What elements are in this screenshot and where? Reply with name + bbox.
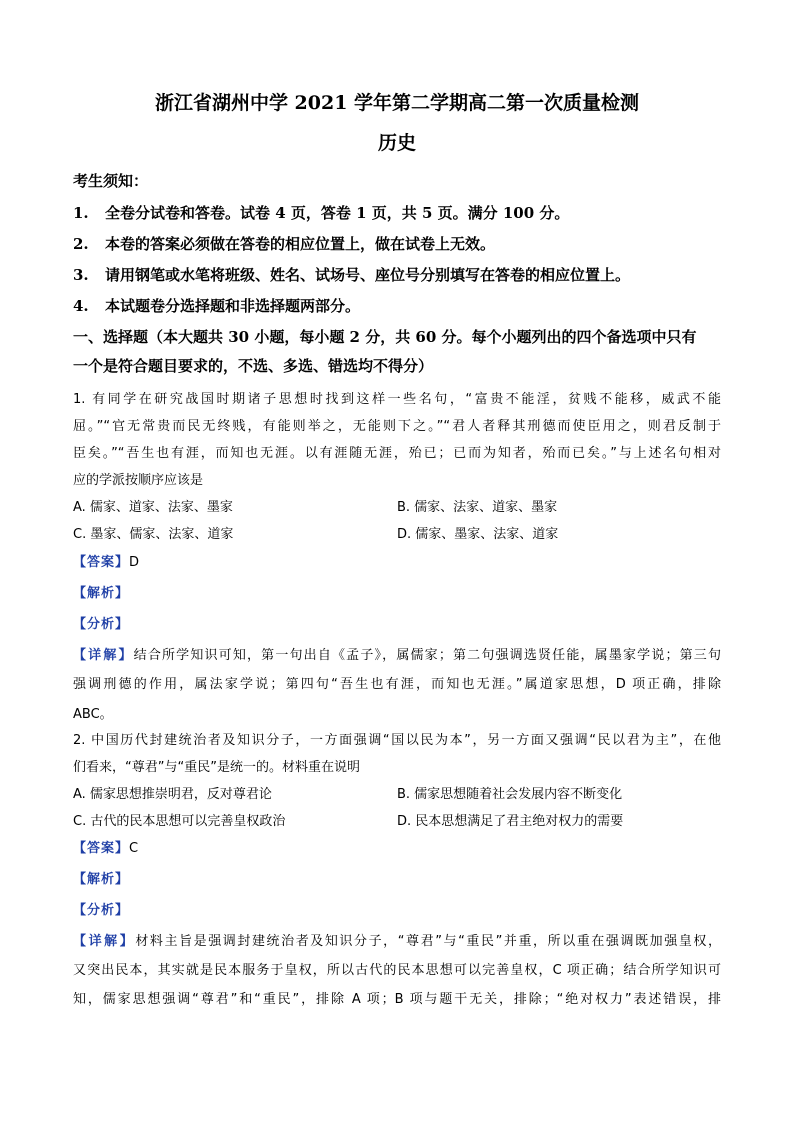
question-1-detail-line: 强调刑德的作用，属法家学说；第四句“吾生也有涯，而知也无涯。”属道家思想，D 项正确，排除 bbox=[73, 677, 721, 692]
question-2-detail-line: 知，儒家思想强调“尊君”和“重民”，排除 A 项；B 项与题干无关，排除；“绝对权力”表述错误，排 bbox=[73, 992, 721, 1007]
section-heading-line2: 一个是符合题目要求的，不选、多选、错选均不得分） bbox=[73, 357, 434, 375]
notice-item-text: 全卷分试卷和答卷。试卷 4 页，答卷 1 页，共 5 页。满分 100 分。 bbox=[105, 204, 570, 222]
question-1-option-c: C. 墨家、儒家、法家、道家 bbox=[73, 527, 234, 542]
notice-item bbox=[73, 233, 495, 254]
section-heading-line1: 一、选择题（本大题共 30 小题，每小题 2 分，共 60 分。每个小题列出的四个备选项中只有 bbox=[73, 328, 697, 346]
question-1-stem-line: 屈。”“官无常贵而民无终贱，有能则举之，无能则下之。”“君人者释其刑德而使臣用之，则君反制于 bbox=[73, 419, 721, 434]
notice-item bbox=[73, 202, 569, 223]
question-1-stem-line: 应的学派按顺序应该是 bbox=[73, 473, 204, 488]
question-1-fenxi-label: 【分析】 bbox=[73, 617, 130, 632]
question-2-option-a: A. 儒家思想推崇明君，反对尊君论 bbox=[73, 787, 272, 802]
question-1-option-d: D. 儒家、墨家、法家、道家 bbox=[397, 527, 559, 542]
question-1-detail-line bbox=[73, 644, 721, 663]
question-1-answer bbox=[73, 551, 139, 570]
notice-item-number: 4. bbox=[73, 297, 89, 315]
question-2-option-b: B. 儒家思想随着社会发展内容不断变化 bbox=[397, 787, 623, 802]
answer-value: D bbox=[129, 555, 140, 570]
question-2-detail-line: 又突出民本，其实就是民本服务于皇权，所以古代的民本思想可以完善皇权，C 项正确；结合所学知识可 bbox=[73, 963, 721, 978]
question-2-detail-line bbox=[73, 930, 721, 949]
notice-item-number: 2. bbox=[73, 235, 89, 253]
notice-item-text: 本卷的答案必须做在答卷的相应位置上，做在试卷上无效。 bbox=[105, 235, 496, 253]
question-2-stem-line: 们看来，“尊君”与“重民”是统一的。材料重在说明 bbox=[73, 760, 360, 775]
notice-item bbox=[73, 295, 360, 316]
question-2-option-c: C. 古代的民本思想可以完善皇权政治 bbox=[73, 814, 286, 829]
question-1-stem-line: 1. 有同学在研究战国时期诸子思想时找到这样一些名句，“富贵不能淫，贫贱不能移，威武不能 bbox=[73, 392, 721, 407]
question-2-option-d: D. 民本思想满足了君主绝对权力的需要 bbox=[397, 814, 624, 829]
subject-title: 历史 bbox=[377, 132, 416, 154]
detail-text: 结合所学知识可知，第一句出自《孟子》，属儒家；第二句强调选贤任能，属墨家学说；第三句 bbox=[133, 648, 721, 663]
question-2-fenxi-label: 【分析】 bbox=[73, 903, 130, 918]
detail-label: 【详解】 bbox=[73, 934, 136, 949]
answer-label: 【答案】 bbox=[73, 555, 130, 570]
question-2-stem-line: 2. 中国历代封建统治者及知识分子，一方面强调“国以民为本”，另一方面又强调“民以君为主”，在他 bbox=[73, 733, 721, 748]
notice-item-text: 请用钢笔或水笔将班级、姓名、试场号、座位号分别填写在答卷的相应位置上。 bbox=[105, 266, 631, 284]
question-1-option-a: A. 儒家、道家、法家、墨家 bbox=[73, 500, 233, 515]
notice-item bbox=[73, 264, 630, 285]
notice-heading: 考生须知： bbox=[73, 172, 149, 190]
answer-value: C bbox=[129, 841, 139, 856]
question-1-detail-line: ABC。 bbox=[73, 707, 113, 722]
exam-title: 浙江省湖州中学 2021 学年第二学期高二第一次质量检测 bbox=[154, 92, 640, 114]
question-2-jiexi-label: 【解析】 bbox=[73, 872, 130, 887]
question-1-jiexi-label: 【解析】 bbox=[73, 586, 130, 601]
detail-label: 【详解】 bbox=[73, 648, 134, 663]
answer-label: 【答案】 bbox=[73, 841, 130, 856]
notice-item-number: 1. bbox=[73, 204, 89, 222]
question-1-option-b: B. 儒家、法家、道家、墨家 bbox=[397, 500, 558, 515]
question-2-answer bbox=[73, 837, 138, 856]
notice-item-text: 本试题卷分选择题和非选择题两部分。 bbox=[105, 297, 361, 315]
question-1-stem-line: 臣矣。”“吾生也有涯，而知也无涯。以有涯随无涯，殆已；已而为知者，殆而已矣。”与上述名句相对 bbox=[73, 446, 721, 461]
detail-text: 材料主旨是强调封建统治者及知识分子，“尊君”与“重民”并重，所以重在强调既加强皇权， bbox=[135, 934, 721, 949]
notice-item-number: 3. bbox=[73, 266, 89, 284]
